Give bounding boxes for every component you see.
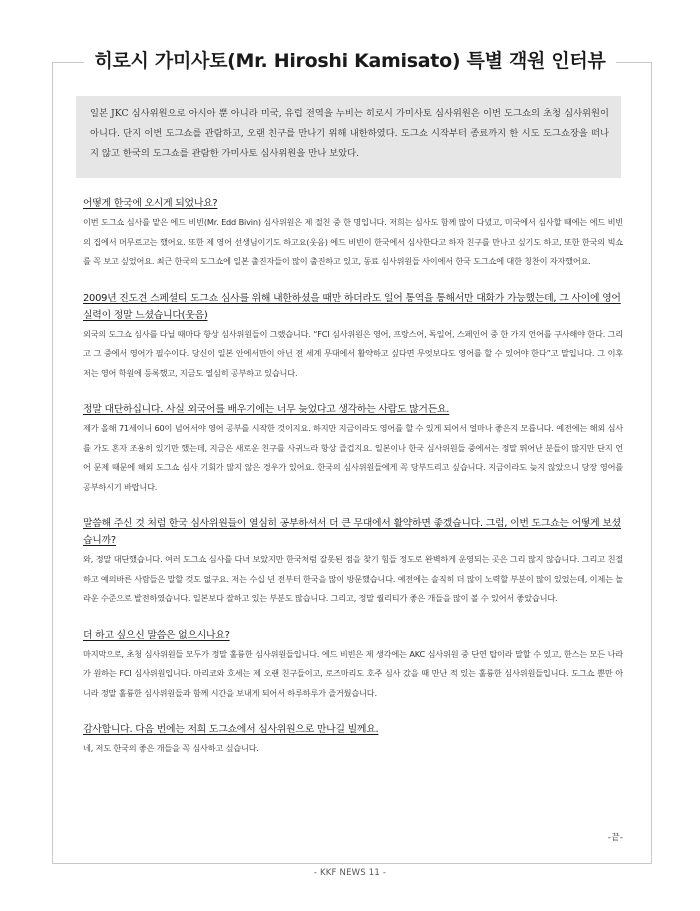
page-footer: - KKF NEWS 11 - (313, 868, 387, 878)
qa-section (83, 195, 623, 272)
answer: 와, 정말 대단했습니다. 여러 도그쇼 심사를 다녀 보았지만 한국처럼 잘못된 점을 찾기 힘들 정도로 완벽하게 운영되는 곳은 그리 많지 않습니다. 그리고 친절하고 예의바른 사람들은 말할 것도 없구요. 저는 수십 년 전부터 한국을 많이 방문했습니다. 예전에는 솔직히 더 많이 노력할 부분이 많이 있었는데, 이제는 놀라운 수준으로 발전하였습니다. 일본보다 잘하고 있는 부분도 많습니다. 그리고, 정말 퀄리티가 좋은 개들을 많이 볼 수 있어서 좋았습니다. (83, 554, 623, 603)
intro-box: 일본 JKC 심사위원으로 아시아 뿐 아니라 미국, 유럽 전역을 누비는 히로시 가미사토 심사위원은 이번 도그쇼의 초청 심사위원이 아니다. 단지 이번 도그쇼를 관람하고, 오랜 친구를 만나기 위해 내한하였다. 도그쇼 시작부터 종료까지 한 시도 도그쇼장을 떠나지 않고 한국의 도그쇼를 관람한 가미사토 심사위원을 만나 보았다. (76, 96, 621, 178)
interview-content (83, 195, 623, 759)
answer: 제가 올해 71세이니 60이 넘어서야 영어 공부를 시작한 것이지요. 하지만 지금이라도 영어를 할 수 있게 되어서 얼마나 좋은지 모릅니다. 예전에는 해외 심사를 가도 혼자 조용히 있기만 했는데, 지금은 새로운 친구를 사귀느라 항상 즐겁지요. 일본이나 한국 심사위원들 중에서는 정말 뛰어난 분들이 많지만 단지 언어 문제 때문에 해외 도그쇼 심사 기회가 많지 않은 경우가 있어요. 한국의 심사위원들에게 꼭 당부드리고 싶습니다. 지금이라도 늦지 않았으니 당장 영어를 공부하시기 바랍니다. (83, 423, 623, 492)
qa-section (83, 290, 623, 384)
qa-section (83, 515, 623, 609)
question: 감사합니다. 다음 번에는 저희 도그쇼에서 심사위원으로 만나길 빌께요. (83, 724, 379, 735)
answer: 마지막으로, 초청 심사위원들 모두가 정말 훌륭한 심사위원들입니다. 에드 비빈은 제 생각에는 AKC 심사위원 중 단연 탑이라 말할 수 있고, 한스는 모든 나라가 원하는 FCI 심사위원입니다. 마리코와 호세는 제 오랜 친구들이고, 로즈마리도 호주 심사 갔을 때 만난 적 있는 훌륭한 심사위원들입니다. 도그쇼 뿐만 아니라 정말 훌륭한 심사위원들과 함께 시간을 보내게 되어서 하루하루가 즐거웠습니다. (83, 648, 623, 698)
answer: 이번 도그쇼 심사를 맡은 에드 비빈(Mr. Edd Bivin) 심사위원은 제 절친 중 한 명입니다. 저희는 심사도 함께 많이 다녔고, 미국에서 심사할 때에는 에드 비빈의 집에서 머무르고는 했어요. 또한 제 영어 선생님이기도 하고요(웃음) 에드 비빈이 한국에서 심사한다고 하자 친구를 만나고 싶기도 하고, 또한 한국의 빅쇼를 꼭 보고 싶었어요. 최근 한국의 도그쇼에 일본 출진자들이 많이 출진하고 있고, 동료 심사위원들 사이에서 한국 도그쇼에 대한 칭찬이 자자했어요. (83, 217, 623, 266)
end-mark: -끝- (607, 833, 623, 843)
question: 말씀해 주신 것 처럼 한국 심사위원들이 열심히 공부하셔서 더 큰 무대에서 활약하면 좋겠습니다. 그럼, 이번 도그쇼는 어떻게 보셨습니까? (83, 518, 621, 546)
answer: 외국의 도그쇼 심사를 다닐 때마다 항상 심사위원들이 그랬습니다. “FCI 심사위원은 영어, 프랑스어, 독일어, 스페인어 중 한 가지 언어를 구사해야 한다. 그리고 그 중에서 영어가 필수이다. 당신이 일본 안에서만이 아닌 전 세계 무대에서 활약하고 싶다면 무엇보다도 영어를 할 수 있어야 한다”고 말입니다. 그 이후 저는 영어 학원에 등록했고, 지금도 열심히 공부하고 있습니다. (83, 328, 623, 378)
qa-section (83, 401, 623, 497)
question: 어떻게 한국에 오시게 되었나요? (83, 198, 218, 209)
question: 2009년 진도견 스페셜티 도그쇼 심사를 위해 내한하셨을 때만 하더라도 일어 통역을 통해서만 대화가 가능했는데, 그 사이에 영어 실력이 정말 느셨습니다(웃음) (83, 292, 621, 321)
qa-section (83, 721, 623, 759)
question: 더 하고 싶으신 말씀은 없으시나요? (83, 629, 230, 641)
answer: 네, 저도 한국의 좋은 개들을 꼭 심사하고 싶습니다. (83, 743, 259, 753)
page-title (0, 46, 700, 73)
qa-section (83, 627, 623, 704)
page-title-text: 히로시 가미사토(Mr. Hiroshi Kamisato) 특별 객원 인터뷰 (84, 50, 615, 72)
question: 정말 대단하십니다. 사실 외국어를 배우기에는 너무 늦었다고 생각하는 사람도 많거든요. (83, 404, 450, 415)
